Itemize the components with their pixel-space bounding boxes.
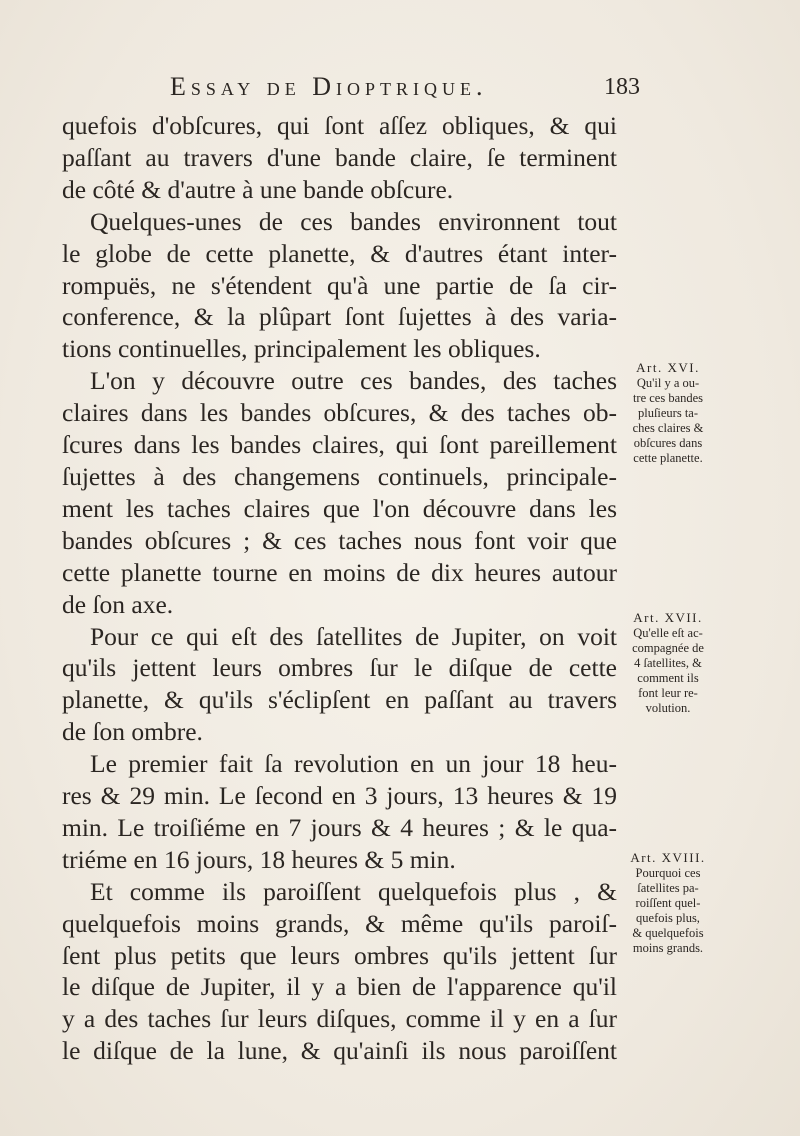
text-line: cette planette tourne en moins de dix heures autour xyxy=(62,557,617,587)
text-line: ſujettes à des changemens continuels, principale- xyxy=(62,461,617,491)
text-line: le diſque de la lune, & qu'ainſi ils nous paroiſſent xyxy=(62,1036,617,1066)
text-line: Quelques-unes de ces bandes environnent tout xyxy=(90,206,617,236)
text-line: paſſant au travers d'une bande claire, ſe terminent xyxy=(62,142,617,172)
margin-note-line: quefois plus, xyxy=(636,911,700,925)
running-title: Essay de Dioptrique. xyxy=(170,72,488,101)
margin-note-line: font leur re- xyxy=(638,686,698,700)
margin-note-art-17 xyxy=(622,610,714,716)
text-line: de ſon axe. xyxy=(62,589,174,619)
margin-note-line: pluſieurs ta- xyxy=(637,406,699,420)
main-text xyxy=(62,110,617,1067)
paragraph xyxy=(62,365,617,620)
text-line: triéme en 16 jours, 18 heures & 5 min. xyxy=(62,844,456,874)
text-line: y a des taches ſur leurs diſques, comme il y en a ſur xyxy=(62,1004,617,1034)
article-number: Art. XVI. xyxy=(636,360,700,375)
margin-note-line: cette planette. xyxy=(633,451,703,465)
text-line: claires dans les bandes obſcures, & des taches ob- xyxy=(62,398,617,428)
margin-note-line: Pourquoi ces xyxy=(635,866,701,880)
margin-note-line: comment ils xyxy=(637,671,699,685)
text-line: Et comme ils paroiſſent quelquefois plus , & xyxy=(90,876,617,906)
text-line: bandes obſcures ; & ces taches nous font voir que xyxy=(62,525,617,555)
text-line: qu'ils jettent leurs ombres ſur le diſque de cette xyxy=(62,653,617,683)
text-line: ſcures dans les bandes claires, qui ſont pareillement xyxy=(62,430,617,460)
text-line: quelquefois moins grands, & même qu'ils paroiſ- xyxy=(62,908,617,938)
text-line: rompuës, ne s'étendent qu'à une partie de ſa cir- xyxy=(62,270,617,300)
paragraph xyxy=(62,206,617,366)
text-line: tions continuelles, principalement les obliques. xyxy=(62,334,541,364)
margin-note-line: volution. xyxy=(645,701,691,715)
paragraph xyxy=(62,621,617,749)
article-number: Art. XVII. xyxy=(633,610,703,625)
margin-note-art-16 xyxy=(622,360,714,466)
text-line: Le premier fait ſa revolution en un jour 18 heu- xyxy=(90,749,617,779)
text-line: ment les taches claires que l'on découvre dans les xyxy=(62,493,617,523)
paragraph xyxy=(62,748,617,876)
margin-note-line: moins grands. xyxy=(632,941,704,955)
margin-note-line: compagnée de xyxy=(632,641,704,655)
margin-note-line: ches claires & xyxy=(632,421,704,435)
text-line: le diſque de Jupiter, il y a bien de l'apparence qu'il xyxy=(62,972,617,1002)
text-line: de côté & d'autre à une bande obſcure. xyxy=(62,174,454,204)
article-number: Art. XVIII. xyxy=(630,850,706,865)
text-line: planette, & qu'ils s'éclipſent en paſſant au travers xyxy=(62,685,617,715)
margin-note-line: obſcures dans xyxy=(633,436,703,450)
margin-note-line: Qu'elle eſt ac- xyxy=(633,626,703,640)
margin-note-line: 4 ſatellites, & xyxy=(634,656,702,670)
text-line: min. Le troiſiéme en 7 jours & 4 heures ; & le qua- xyxy=(62,812,617,842)
paragraph xyxy=(62,110,617,206)
page-number: 183 xyxy=(604,74,640,100)
text-line: L'on y découvre outre ces bandes, des taches xyxy=(90,366,617,396)
margin-note-line: & quelquefois xyxy=(632,926,704,940)
paragraph xyxy=(62,876,617,1067)
margin-note-line: Qu'il y a ou- xyxy=(636,376,700,390)
margin-note-line: ſatellites pa- xyxy=(637,881,699,895)
text-line: conference, & la plûpart ſont ſujettes à des varia- xyxy=(62,302,617,332)
text-line: le globe de cette planette, & d'autres étant inter- xyxy=(62,238,617,268)
text-line: de ſon ombre. xyxy=(62,717,203,747)
text-line: res & 29 min. Le ſecond en 3 jours, 13 heures & 19 xyxy=(62,781,617,811)
margin-note-line: tre ces bandes xyxy=(632,391,704,405)
running-header xyxy=(170,72,640,108)
text-line: Pour ce qui eſt des ſatellites de Jupiter, on voit xyxy=(90,621,617,651)
text-line: ſent plus petits que leurs ombres qu'ils jettent ſur xyxy=(62,940,617,970)
text-line: quefois d'obſcures, qui ſont aſſez obliques, & qui xyxy=(62,111,617,140)
margin-note-art-18 xyxy=(622,850,714,956)
margin-note-line: roiſſent quel- xyxy=(635,896,701,910)
